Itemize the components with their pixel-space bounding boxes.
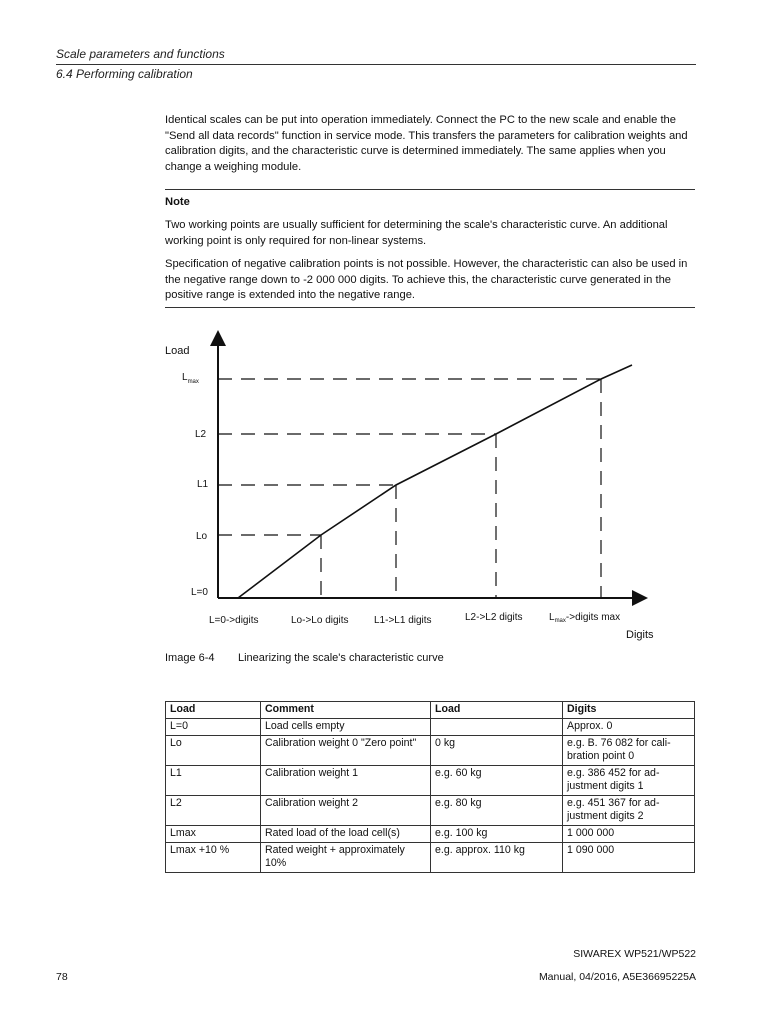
note-top-rule	[165, 189, 695, 190]
table-cell: L1	[166, 766, 261, 796]
x-axis-title: Digits	[626, 629, 654, 641]
characteristic-curve-chart	[150, 330, 654, 645]
intro-paragraph: Identical scales can be put into operation immediately. Connect the PC to the new scale and enable the "Send all data records" function in service mode. This transfers the parameters for calibration weights and calibration digits, and the characteristic curve is determined immediately. The same applies when you change a weighing module.	[165, 114, 688, 173]
table-cell: Calibration weight 1	[261, 766, 431, 796]
table-cell: e.g. 80 kg	[431, 796, 563, 826]
table-cell: e.g. 60 kg	[431, 766, 563, 796]
x-label-lo: Lo->Lo digits	[291, 615, 349, 626]
calibration-table	[165, 701, 695, 873]
table-header-comment: Comment	[261, 702, 431, 719]
table-cell: L=0	[166, 719, 261, 736]
table-cell: Rated weight + approximately 10%	[261, 843, 431, 873]
note-title: Note	[165, 196, 190, 208]
footer-manual: Manual, 04/2016, A5E36695225A	[538, 971, 696, 983]
footer-product: SIWAREX WP521/WP522	[573, 948, 696, 960]
x-label-l0: L=0->digits	[209, 615, 259, 626]
y-label-l1: L1	[197, 479, 209, 490]
table-cell: Lo	[166, 736, 261, 766]
table-row	[166, 736, 695, 766]
table-header-load: Load	[166, 702, 261, 719]
table-cell: 1 000 000	[563, 826, 695, 843]
table-cell: L2	[166, 796, 261, 826]
caption-number: Image 6-4	[165, 652, 215, 664]
subsection-title: 6.4 Performing calibration	[56, 67, 193, 81]
table-cell: e.g. 451 367 for ad-justment digits 2	[563, 796, 695, 826]
table-cell: Lmax	[166, 826, 261, 843]
table-row	[166, 843, 695, 873]
table-cell: Rated load of the load cell(s)	[261, 826, 431, 843]
caption-text: Linearizing the scale's characteristic curve	[238, 652, 444, 664]
table-cell: e.g. 100 kg	[431, 826, 563, 843]
table-cell: 1 090 000	[563, 843, 695, 873]
page-number: 78	[56, 971, 68, 983]
y-label-l2: L2	[195, 429, 207, 440]
characteristic-curve	[238, 365, 632, 598]
table-cell: e.g. 386 452 for ad-justment digits 1	[563, 766, 695, 796]
y-axis-title: Load	[165, 345, 190, 357]
table-row	[166, 796, 695, 826]
table-cell: Calibration weight 0 "Zero point"	[261, 736, 431, 766]
y-label-l0: L=0	[191, 587, 208, 598]
table-header-load-value: Load	[431, 702, 563, 719]
table-cell: Lmax +10 %	[166, 843, 261, 873]
x-label-l2: L2->L2 digits	[465, 612, 523, 623]
section-title: Scale parameters and functions	[56, 47, 225, 61]
figure-caption	[165, 652, 444, 664]
table-header-row	[166, 702, 695, 719]
x-label-l1: L1->L1 digits	[374, 615, 432, 626]
table-row	[166, 719, 695, 736]
note-paragraph-2: Specification of negative calibration points is not possible. However, the characteristic can also be used in the negative range down to -2 000 000 digits. To achieve this, the characteristic curve generated in the positive range is extended into the negative range.	[165, 258, 688, 301]
table-cell: e.g. B. 76 082 for cali-bration point 0	[563, 736, 695, 766]
table-cell: e.g. approx. 110 kg	[431, 843, 563, 873]
x-label-lmax: $L_{max}->digits$ max	[549, 612, 621, 624]
table-cell: Calibration weight 2	[261, 796, 431, 826]
table-row	[166, 826, 695, 843]
table-cell: 0 kg	[431, 736, 563, 766]
table-cell	[431, 719, 563, 736]
note-paragraph-1: Two working points are usually sufficient for determining the scale's characteristic curve. An additional working point is only required for non-linear systems.	[165, 219, 668, 247]
table-cell: Load cells empty	[261, 719, 431, 736]
note-bottom-rule	[165, 307, 695, 308]
y-label-lmax: $L_{max}$	[182, 372, 199, 385]
table-header-digits: Digits	[563, 702, 695, 719]
header-rule	[56, 64, 696, 65]
table-cell: Approx. 0	[563, 719, 695, 736]
y-label-lo: Lo	[196, 531, 208, 542]
table-row	[166, 766, 695, 796]
